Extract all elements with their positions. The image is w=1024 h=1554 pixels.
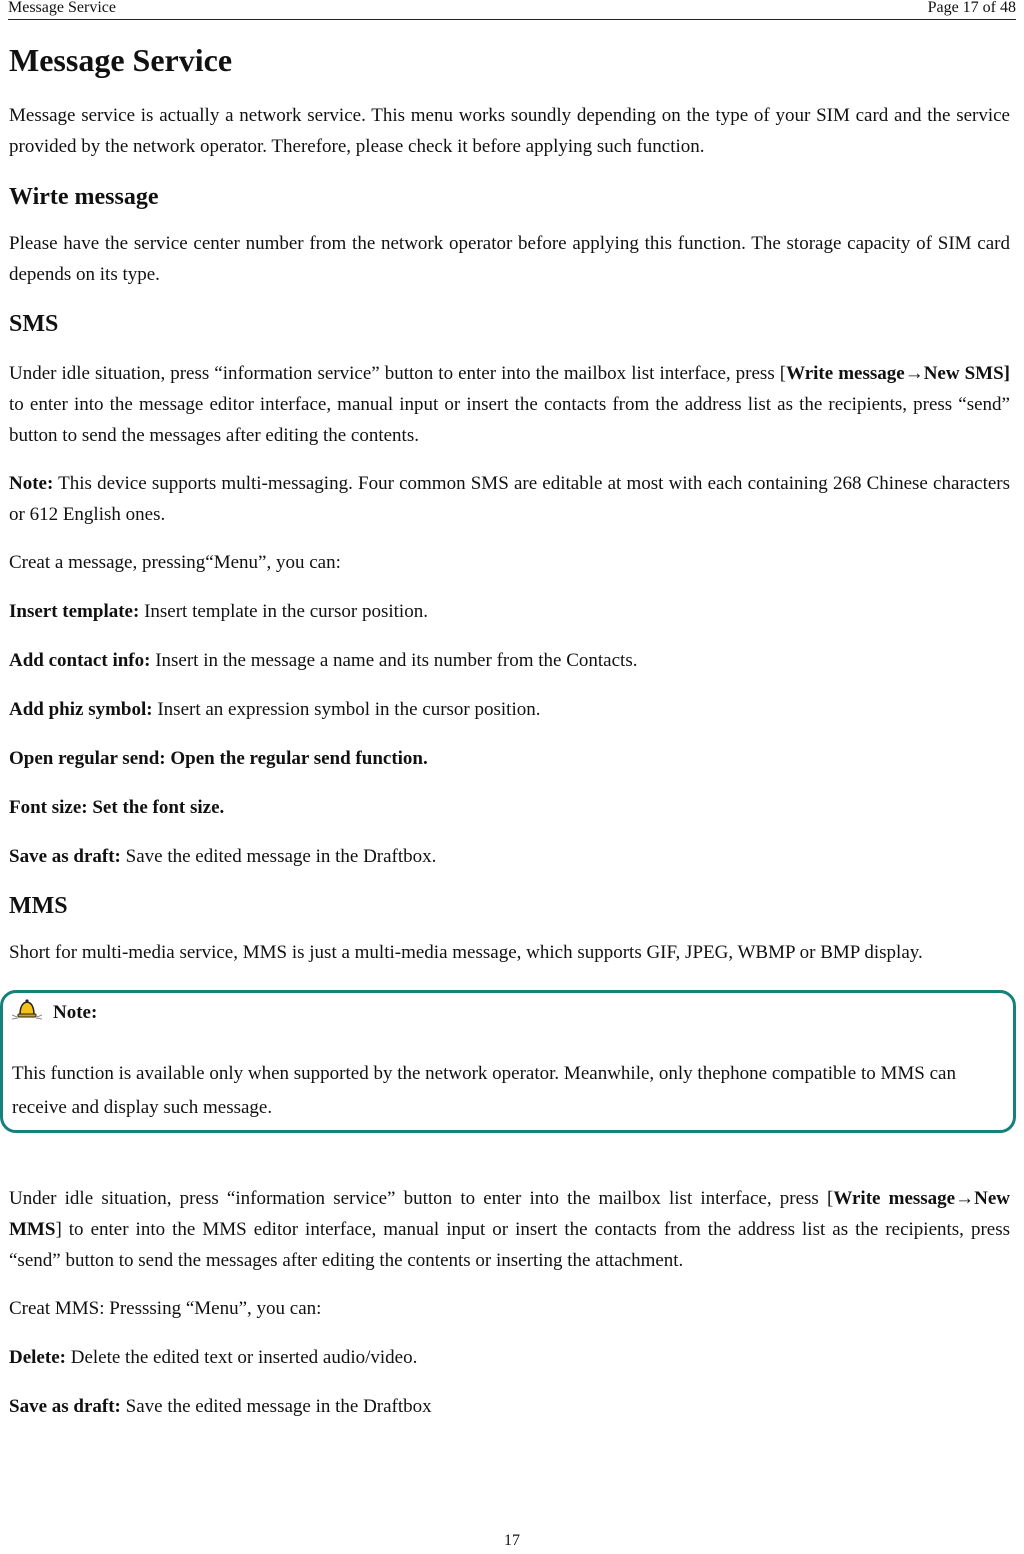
mms-menu-intro: Creat MMS: Presssing “Menu”, you can: xyxy=(9,1298,322,1319)
option-text-bold: Open regular send: Open the regular send function. xyxy=(9,748,428,769)
page-content xyxy=(9,40,1010,1422)
sms-text-end: to enter into the message editor interface, manual input or insert the contacts from the address list as the recipients, press “send” button to send the messages after editing the contents. xyxy=(9,394,1010,446)
option-text: Insert template in the cursor position. xyxy=(139,601,428,622)
mms-option-delete xyxy=(9,1342,1010,1373)
note-callout xyxy=(0,990,1016,1133)
mms-menu-path: Write message→New MMS xyxy=(9,1188,1010,1240)
sms-option-add-contact xyxy=(9,645,1010,676)
bell-icon xyxy=(12,998,42,1020)
sms-heading: SMS xyxy=(9,311,59,337)
page-number: 17 xyxy=(504,1532,520,1549)
option-label: Save as draft: xyxy=(9,846,121,867)
mms-instructions-paragraph xyxy=(9,1183,1010,1276)
note-title: Note: xyxy=(53,1002,98,1023)
sms-option-regular-send xyxy=(9,743,1010,774)
mms-paragraph: Short for multi-media service, MMS is just a multi-media message, which supports GIF, JPEG, WBMP or BMP display. xyxy=(9,942,923,963)
option-label: Add phiz symbol: xyxy=(9,699,153,720)
intro-paragraph: Message service is actually a network service. This menu works soundly depending on the type of your SIM card and the service provided by the network operator. Therefore, please check it before applying such function. xyxy=(9,105,1010,157)
page-title: Message Service xyxy=(9,42,233,78)
mms-option-save-draft xyxy=(9,1391,1010,1422)
sms-menu-path: Write message→New SMS] xyxy=(786,363,1010,384)
option-label: Save as draft: xyxy=(9,1396,121,1417)
mms-text-end: ] to enter into the MMS editor interface, manual input or insert the contacts from the address list as the recipients, press “send” button to send the messages after editing the contents or inserting the attachment. xyxy=(9,1219,1010,1271)
sms-menu-intro: Creat a message, pressing“Menu”, you can: xyxy=(9,552,341,573)
mms-text-start: Under idle situation, press “information service” button to enter into the mailbox list interface, press [ xyxy=(9,1188,834,1209)
option-text: Save the edited message in the Draftbox xyxy=(120,1396,432,1417)
sms-option-add-phiz xyxy=(9,694,1010,725)
header-section-title: Message Service xyxy=(8,0,116,16)
write-message-paragraph: Please have the service center number from the network operator before applying this function. The storage capacity of SIM card depends on its type. xyxy=(9,233,1010,285)
sms-option-save-draft xyxy=(9,841,1010,872)
write-message-heading: Wirte message xyxy=(9,184,159,210)
option-text: Insert an expression symbol in the cursor position. xyxy=(152,699,541,720)
option-label: Add contact info: xyxy=(9,650,151,671)
option-label: Insert template: xyxy=(9,601,140,622)
option-text-bold: Font size: Set the font size. xyxy=(9,797,225,818)
note-text: This function is available only when supported by the network operator. Meanwhile, only thephone compatible to MMS can receive and display such message. xyxy=(12,1063,956,1118)
sms-note-text: This device supports multi-messaging. Four common SMS are editable at most with each containing 268 Chinese characters or 612 English ones. xyxy=(9,473,1010,525)
sms-option-insert-template xyxy=(9,596,1010,627)
mms-heading: MMS xyxy=(9,893,68,919)
sms-note-paragraph xyxy=(9,468,1010,530)
option-text: Insert in the message a name and its number from the Contacts. xyxy=(150,650,638,671)
sms-note-label: Note: xyxy=(9,473,54,494)
page-header xyxy=(8,0,1016,20)
option-label: Delete: xyxy=(9,1347,66,1368)
header-page-indicator: Page 17 of 48 xyxy=(927,0,1016,16)
sms-option-font-size xyxy=(9,792,1010,823)
option-text: Save the edited message in the Draftbox. xyxy=(120,846,437,867)
option-text: Delete the edited text or inserted audio/video. xyxy=(65,1347,418,1368)
sms-text-start: Under idle situation, press “information service” button to enter into the mailbox list interface, press [ xyxy=(9,363,787,384)
sms-paragraph xyxy=(9,358,1010,451)
